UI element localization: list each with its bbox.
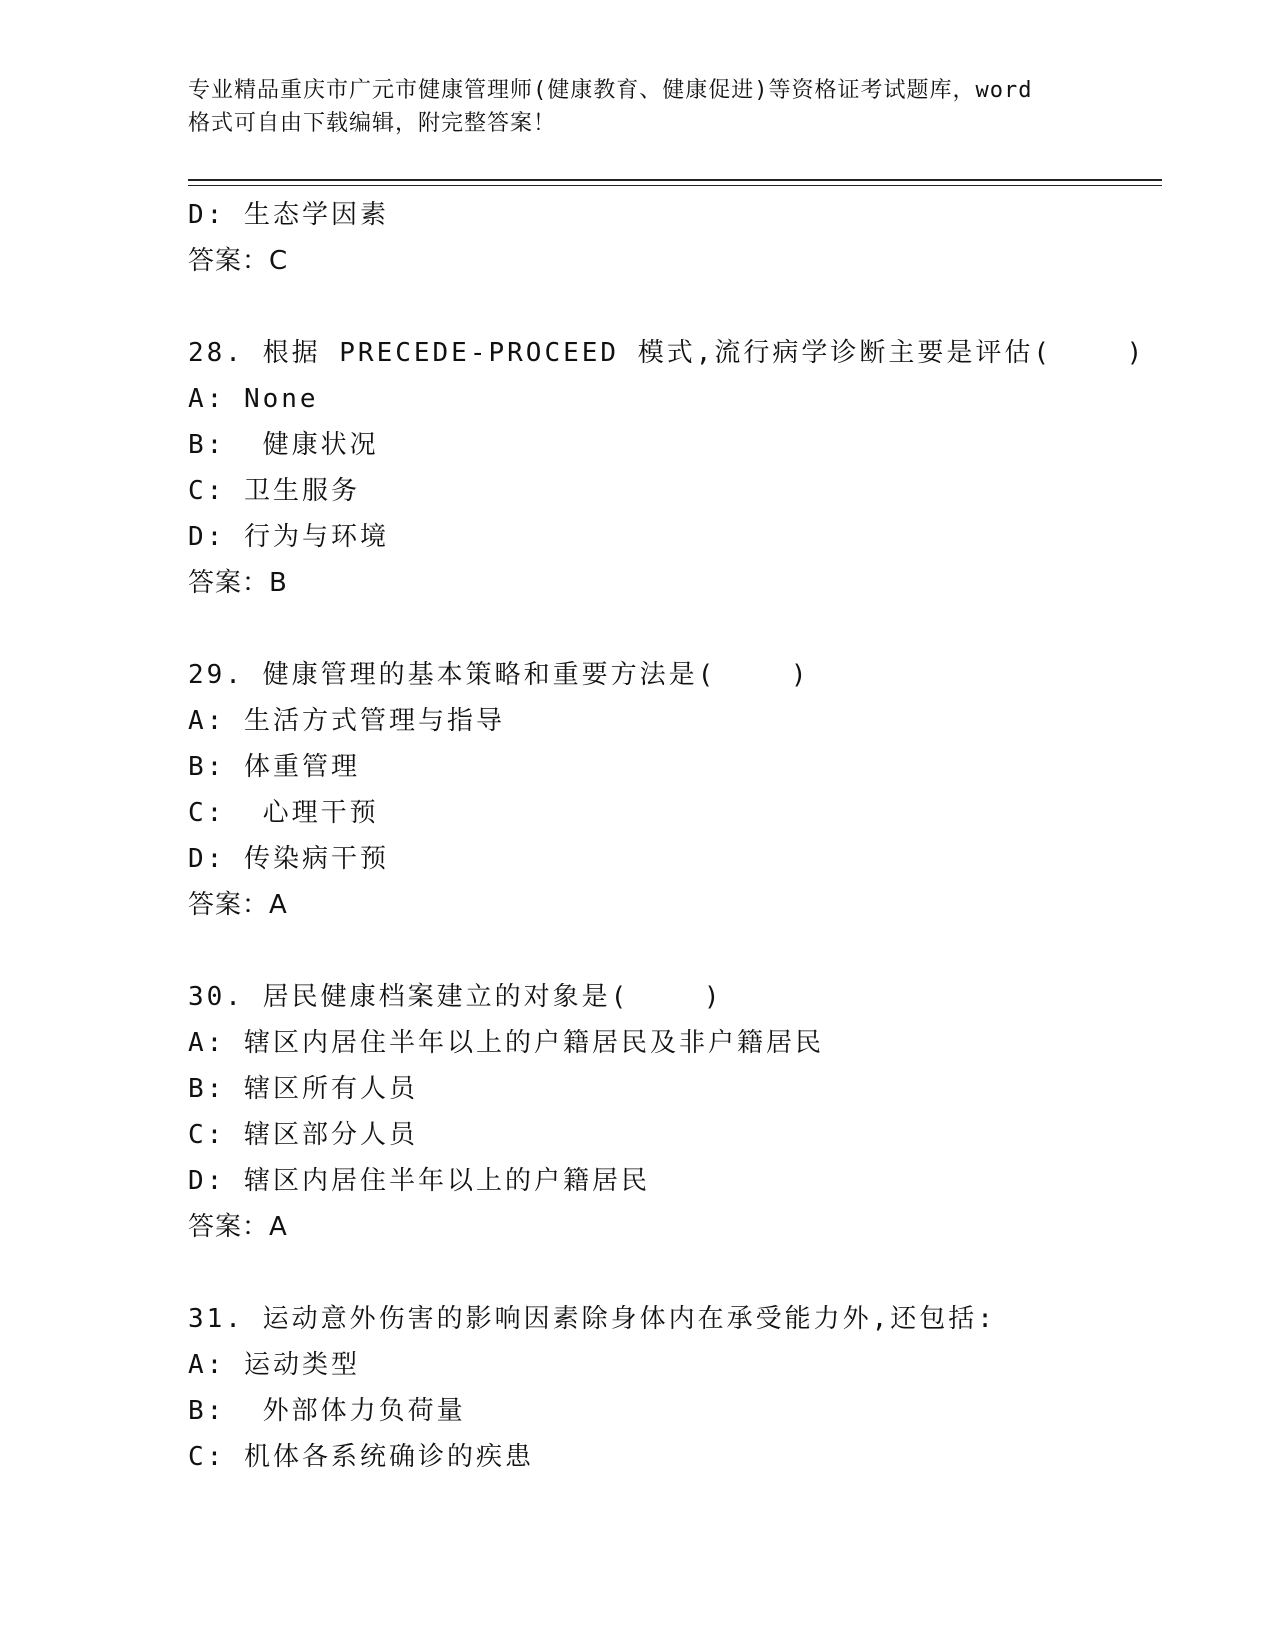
question-stem: 31. 运动意外伤害的影响因素除身体内在承受能力外,还包括: — [188, 1304, 996, 1334]
option-a: A: 生活方式管理与指导 — [188, 706, 505, 736]
option-c: C: 机体各系统确诊的疾患 — [188, 1442, 534, 1472]
option-d: D: 行为与环境 — [188, 522, 389, 552]
spacer — [188, 606, 1168, 652]
question-31 — [188, 1296, 1168, 1480]
option-b: B: 外部体力负荷量 — [188, 1396, 466, 1426]
option-a: A: 辖区内居住半年以上的户籍居民及非户籍居民 — [188, 1028, 824, 1058]
spacer — [188, 284, 1168, 330]
header-line-2: 格式可自由下载编辑，附完整答案！ — [188, 111, 557, 136]
answer-line: 答案：B — [188, 568, 288, 598]
answer-line: 答案：C — [188, 246, 289, 276]
question-29 — [188, 652, 1168, 928]
spacer — [188, 928, 1168, 974]
header-divider-thin — [188, 185, 1162, 186]
question-30 — [188, 974, 1168, 1250]
option-c: C: 辖区部分人员 — [188, 1120, 418, 1150]
option-c: C: 卫生服务 — [188, 476, 360, 506]
answer-line: 答案：A — [188, 890, 288, 920]
carryover-question — [188, 192, 1168, 284]
option-a: A: 运动类型 — [188, 1350, 360, 1380]
question-stem: 30. 居民健康档案建立的对象是( ) — [188, 982, 723, 1012]
document-header — [188, 74, 1088, 140]
option-b: B: 体重管理 — [188, 752, 360, 782]
question-28 — [188, 330, 1168, 606]
question-stem: 29. 健康管理的基本策略和重要方法是( ) — [188, 660, 810, 690]
option-a: A: None — [188, 384, 319, 414]
answer-line: 答案：A — [188, 1212, 288, 1242]
option-d: D: 生态学因素 — [188, 200, 389, 230]
option-d: D: 传染病干预 — [188, 844, 389, 874]
option-b: B: 健康状况 — [188, 430, 379, 460]
option-c: C: 心理干预 — [188, 798, 379, 828]
question-stem: 28. 根据 PRECEDE-PROCEED 模式,流行病学诊断主要是评估( ) — [188, 338, 1146, 368]
spacer — [188, 1250, 1168, 1296]
option-d: D: 辖区内居住半年以上的户籍居民 — [188, 1166, 650, 1196]
header-divider-thick — [188, 179, 1162, 181]
option-b: B: 辖区所有人员 — [188, 1074, 418, 1104]
header-line-1: 专业精品重庆市广元市健康管理师(健康教育、健康促进)等资格证考试题库，word — [188, 78, 1033, 103]
question-list — [188, 192, 1168, 1480]
